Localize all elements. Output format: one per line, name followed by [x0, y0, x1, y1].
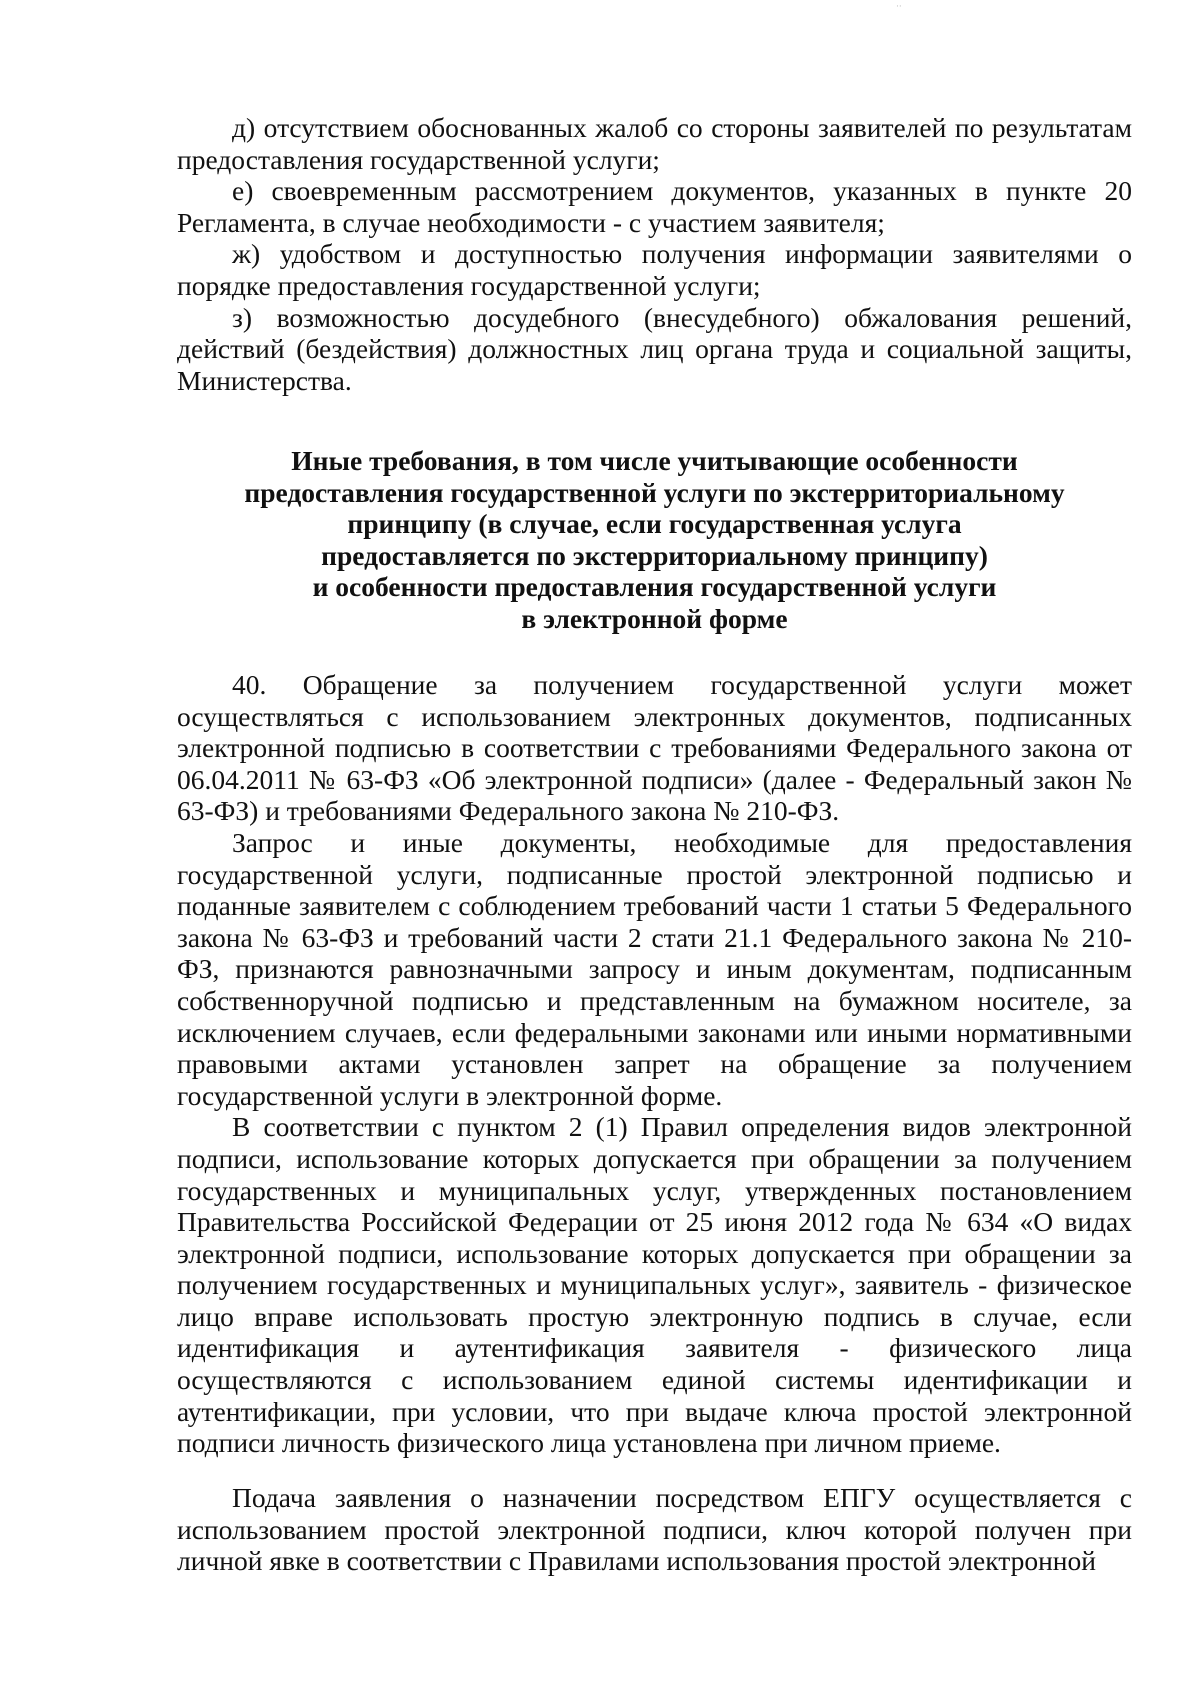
paragraph-request-documents: Запрос и иные документы, необходимые для предоставления государственной услуги, подписанные простой электронной подписью и поданные заявителем с соблюдением требований части 1 статьи 5 Федерального закона № 63-ФЗ и требований части 2 стати 21.1 Федерального закона № 210-ФЗ, признаются равнозначными запросу и иным документам, подписанным собственноручной подписью и представленным на бумажном носителе, за исключением случаев, если федеральными законами или иными нормативными правовыми актами установлен запрет на обращение за получением государственной услуги в электронной форме. — [177, 826, 1132, 1111]
section-body — [177, 669, 1132, 1459]
heading-line: в электронной форме — [521, 602, 788, 634]
heading-line: предоставляется по экстерриториальному принципу) — [321, 539, 988, 571]
criterion-zh: ж) удобством и доступностью получения информации заявителями о порядке предоставления государственной услуги; — [177, 238, 1132, 301]
heading-line: и особенности предоставления государственной услуги — [312, 571, 997, 603]
criteria-list — [177, 112, 1132, 396]
heading-line: Иные требования, в том числе учитывающие особенности — [291, 445, 1018, 476]
paragraph-epgu-submission: Подача заявления о назначении посредством ЕПГУ осуществляется с использованием простой электронной подписи, ключ которой получен при личной явке в соответствии с Правилами использования простой электронной — [177, 1482, 1132, 1577]
criterion-d: д) отсутствием обоснованных жалоб со стороны заявителей по результатам предоставления государственной услуги; — [177, 112, 1132, 175]
paragraph-signature-rules: В соответствии с пунктом 2 (1) Правил определения видов электронной подписи, использование которых допускается при обращении за получением государственных и муниципальных услуг, утвержденных постановлением Правительства Российской Федерации от 25 июня 2012 года № 634 «О видах электронной подписи, использование которых допускается при обращении за получением государственных и муниципальных услуг», заявитель - физическое лицо вправе использовать простую электронную подпись в случае, если идентификация и аутентификация заявителя - физического лица осуществляются с использованием единой системы идентификации и аутентификации, при условии, что при выдаче ключа простой электронной подписи личность физического лица установлена при личном приеме. — [177, 1111, 1132, 1459]
heading-line: принципу (в случае, если государственная услуга — [347, 508, 962, 540]
heading-line: предоставления государственной услуги по экстерриториальному — [244, 476, 1065, 508]
criterion-e: е) своевременным рассмотрением документов, указанных в пункте 20 Регламента, в случае необходимости - с участием заявителя; — [177, 175, 1132, 238]
scan-mark: ·· — [896, 2, 902, 12]
section-heading — [177, 445, 1132, 635]
paragraph-40: 40. Обращение за получением государственной услуги может осуществляться с использованием электронных документов, подписанных электронной подписью в соответствии с требованиями Федерального закона от 06.04.2011 № 63-ФЗ «Об электронной подписи» (далее - Федеральный закон № 63-ФЗ) и требованиями Федерального закона № 210-ФЗ. — [177, 669, 1132, 827]
criterion-z: з) возможностью досудебного (внесудебного) обжалования решений, действий (бездействия) должностных лиц органа труда и социальной защиты, Министерства. — [177, 301, 1132, 396]
section-body-continued — [177, 1482, 1132, 1577]
